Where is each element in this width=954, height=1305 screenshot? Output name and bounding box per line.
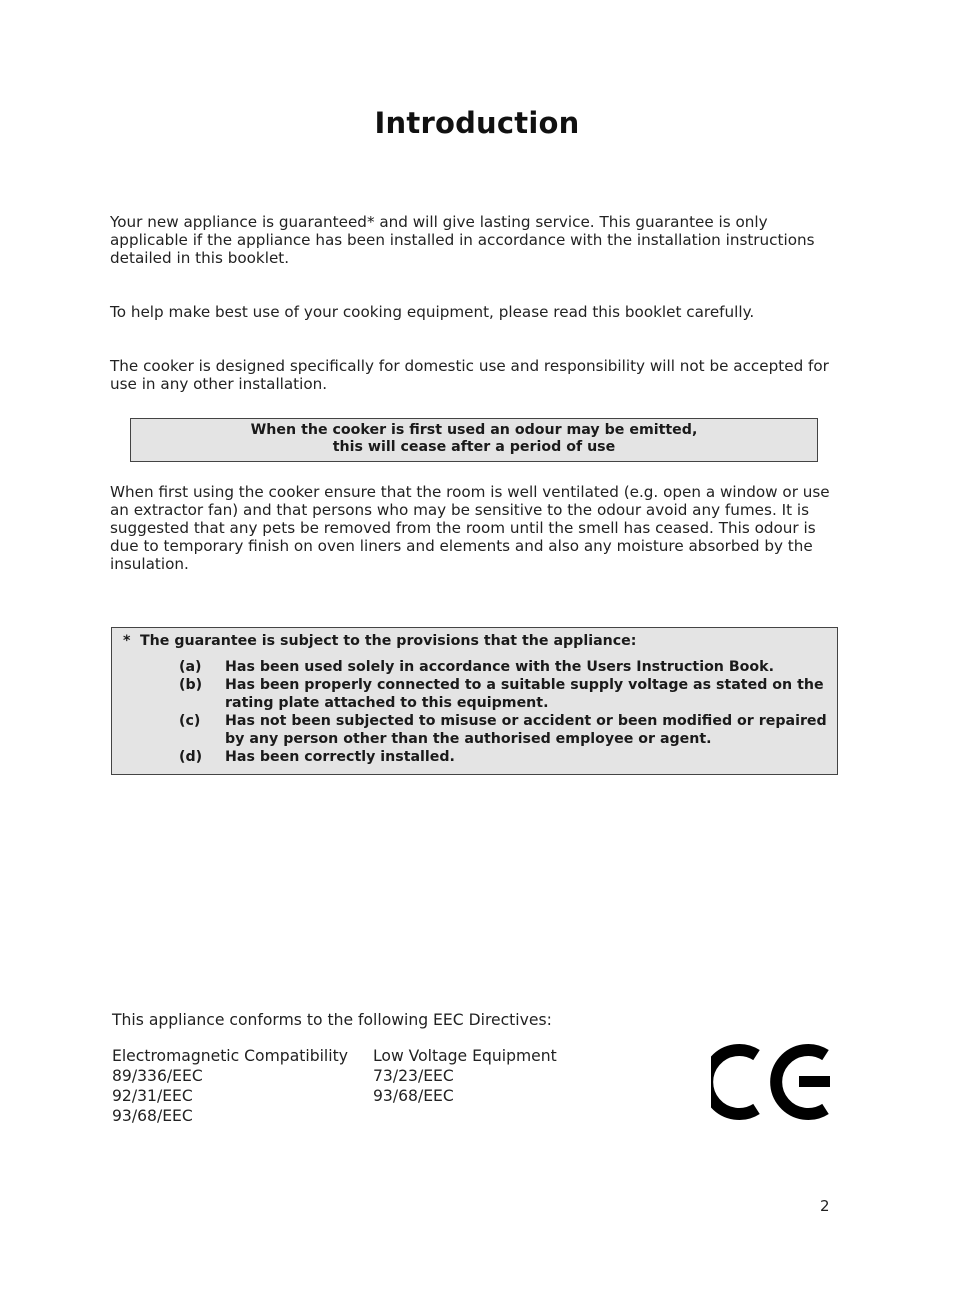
guarantee-condition-item bbox=[179, 658, 835, 676]
directive-code: 73/23/EEC bbox=[373, 1067, 454, 1085]
guarantee-condition-item bbox=[179, 748, 835, 766]
ce-mark-icon bbox=[711, 1041, 833, 1123]
emc-heading: Electromagnetic Compatibility bbox=[112, 1047, 348, 1065]
condition-text: Has been used solely in accordance with the Users Instruction Book. bbox=[225, 659, 774, 675]
odour-notice-line-2: this will cease after a period of use bbox=[332, 439, 616, 455]
condition-text: Has been correctly installed. bbox=[225, 749, 455, 765]
guarantee-heading-text: The guarantee is subject to the provisions that the appliance: bbox=[140, 633, 637, 649]
domestic-use-paragraph: The cooker is designed specifically for domestic use and responsibility will not be accepted for use in any other installation. bbox=[110, 357, 829, 393]
condition-label: (a) bbox=[179, 659, 202, 675]
ventilation-text-part-1: When first using the cooker ensure that the room is well ventilated (e.g. open a window or use an extractor fan) and that persons who may be sensitive to the odour avoid any fumes. It is bbox=[110, 483, 830, 519]
guarantee-condition-item bbox=[179, 712, 835, 748]
directive-code: 89/336/EEC bbox=[112, 1067, 203, 1085]
emc-directives-column bbox=[112, 1046, 348, 1126]
read-booklet-paragraph: To help make best use of your cooking equipment, please read this booklet carefully. bbox=[110, 303, 755, 321]
ventilation-paragraph bbox=[110, 483, 835, 573]
odour-notice-line-1: When the cooker is first used an odour may be emitted, bbox=[250, 422, 698, 438]
condition-text: Has not been subjected to misuse or accident or been modified or repaired by any person other than the authorised employee or agent. bbox=[225, 713, 827, 747]
guarantee-conditions-box bbox=[111, 627, 838, 775]
condition-label: (d) bbox=[179, 749, 203, 765]
asterisk-marker: * bbox=[123, 633, 131, 649]
directive-code: 92/31/EEC bbox=[112, 1087, 193, 1105]
ventilation-text-part-2: suggested that any pets be removed from the room until the smell has ceased. This odour is due to temporary finish on oven liners and elements and also any moisture absorbed by the insulation. bbox=[110, 519, 816, 573]
guarantee-heading bbox=[123, 632, 636, 650]
page-number: 2 bbox=[820, 1197, 830, 1215]
page-title: Introduction bbox=[374, 106, 580, 140]
directive-code: 93/68/EEC bbox=[373, 1087, 454, 1105]
odour-notice-box bbox=[130, 418, 818, 462]
condition-label: (b) bbox=[179, 677, 203, 693]
directive-code: 93/68/EEC bbox=[112, 1107, 193, 1125]
guarantee-intro-paragraph: Your new appliance is guaranteed* and will give lasting service. This guarantee is only applicable if the appliance has been installed in accordance with the installation instructions detailed in this booklet. bbox=[110, 213, 815, 267]
directives-intro: This appliance conforms to the following EEC Directives: bbox=[112, 1011, 552, 1029]
low-voltage-directives-column bbox=[373, 1046, 557, 1106]
low-voltage-heading: Low Voltage Equipment bbox=[373, 1047, 557, 1065]
condition-text: Has been properly connected to a suitable supply voltage as stated on the rating plate attached to this equipment. bbox=[225, 677, 824, 711]
guarantee-condition-item bbox=[179, 676, 835, 712]
condition-label: (c) bbox=[179, 713, 201, 729]
